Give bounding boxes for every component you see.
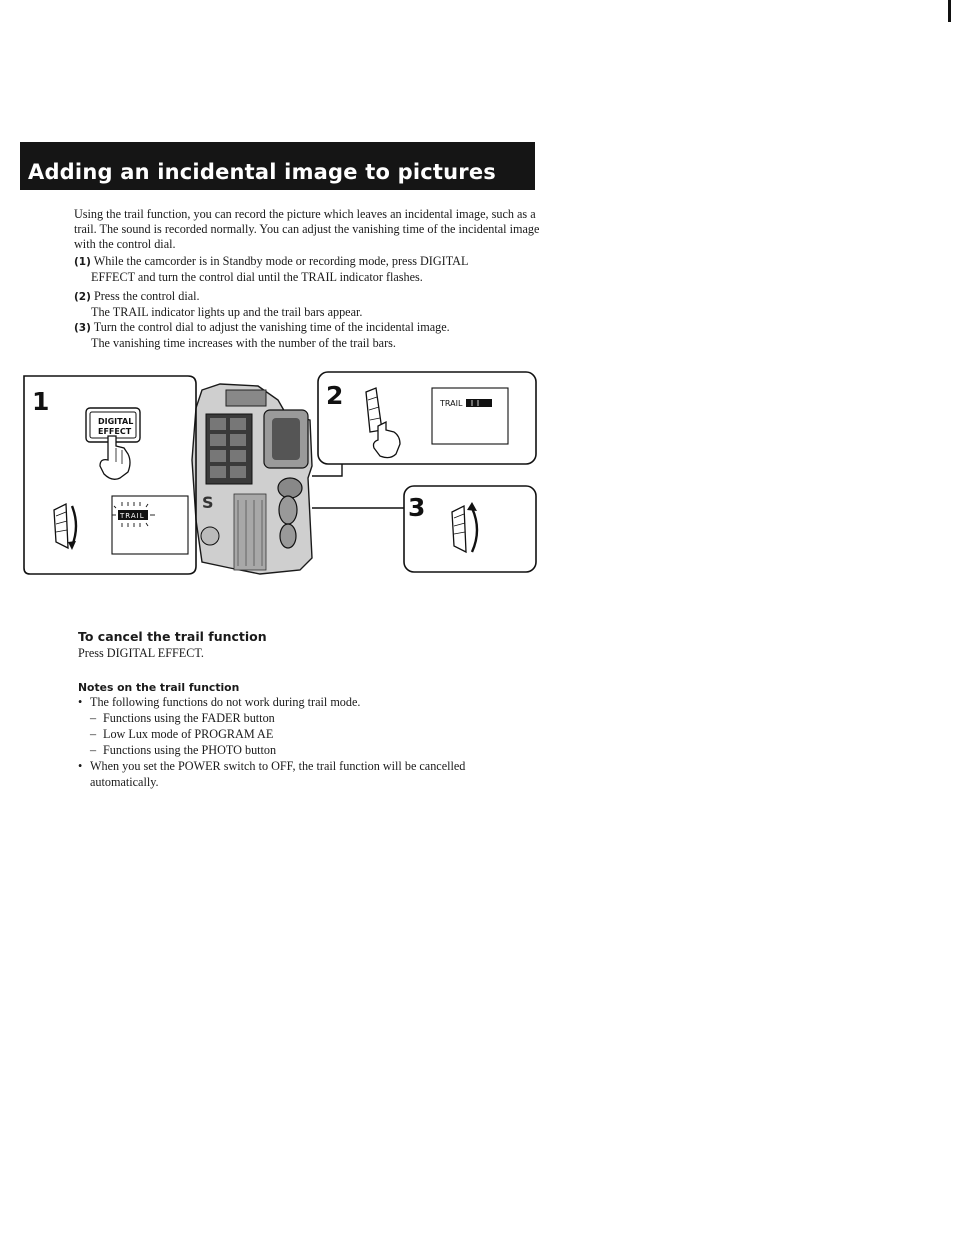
title-banner [20,142,535,190]
viewfinder-screen-1 [112,496,188,554]
note-subitem-2 [78,726,518,742]
step-3-line-2: The vanishing time increases with the number of the trail bars. [91,336,396,350]
trail-indicator-label: TRAIL [120,512,145,520]
step-1-line-2: EFFECT and turn the control dial until the TRAIL indicator flashes. [91,270,423,284]
page-edge-mark [948,0,951,22]
dash-mark-1: – [90,711,97,725]
svg-text:S: S [202,493,214,512]
dash-mark-2: – [90,727,97,741]
trail-bars [466,399,492,407]
cancel-heading: To cancel the trail function [78,629,267,644]
panel-2-number: 2 [326,381,344,410]
note-subitem-3-text: Functions using the PHOTO button [103,743,277,757]
note-subitem-1 [78,710,518,726]
step-1-number: (1) [74,256,91,268]
cancel-text: Press DIGITAL EFFECT. [78,646,204,660]
illustration-svg [20,370,540,580]
step-2-line-2: The TRAIL indicator lights up and the trail bars appear. [91,305,363,319]
note-subitem-2-text: Low Lux mode of PROGRAM AE [103,727,274,741]
dash-mark-3: – [90,743,97,757]
control-dial-icon [54,504,76,550]
notes-list [78,694,518,790]
step-1-line-1: While the camcorder is in Standby mode or recording mode, press DIGITAL [93,254,469,268]
step-2-number: (2) [74,291,91,303]
step-3-number: (3) [74,322,91,334]
note-item-2-line-2: automatically. [90,775,159,789]
panel-3-number: 3 [408,493,426,522]
page-title: Adding an incidental image to pictures [28,160,496,184]
note-item-2 [78,758,518,774]
note-item-1 [78,694,518,710]
step-2-line-1: Press the control dial. [93,289,200,303]
viewfinder-screen-2 [432,388,508,444]
camcorder-illustration [20,370,540,580]
note-item-1-text: The following functions do not work during trail mode. [90,695,361,709]
note-item-2-continued [78,774,518,790]
button-label-1: DIGITAL [98,417,134,426]
notes-heading: Notes on the trail function [78,681,240,694]
step-2 [74,289,544,320]
note-item-2-line-1: When you set the POWER switch to OFF, the trail function will be cancelled [90,759,466,773]
intro-paragraph: Using the trail function, you can record the picture which leaves an incidental image, such as a trail. The sound is recorded normally. You can adjust the vanishing time of the incidental image with the control dial. [74,207,540,251]
bullet-mark-1: • [78,695,83,709]
panel-1-number: 1 [32,387,50,416]
bullet-mark-2: • [78,759,83,773]
step-3-line-1: Turn the control dial to adjust the vanishing time of the incidental image. [93,320,450,334]
note-subitem-1-text: Functions using the FADER button [103,711,275,725]
note-subitem-3 [78,742,518,758]
screen-trail-label: TRAIL [440,399,463,408]
step-3 [74,320,544,351]
camcorder-icon [192,384,312,574]
step-1 [74,254,544,285]
button-label-2: EFFECT [98,427,132,436]
